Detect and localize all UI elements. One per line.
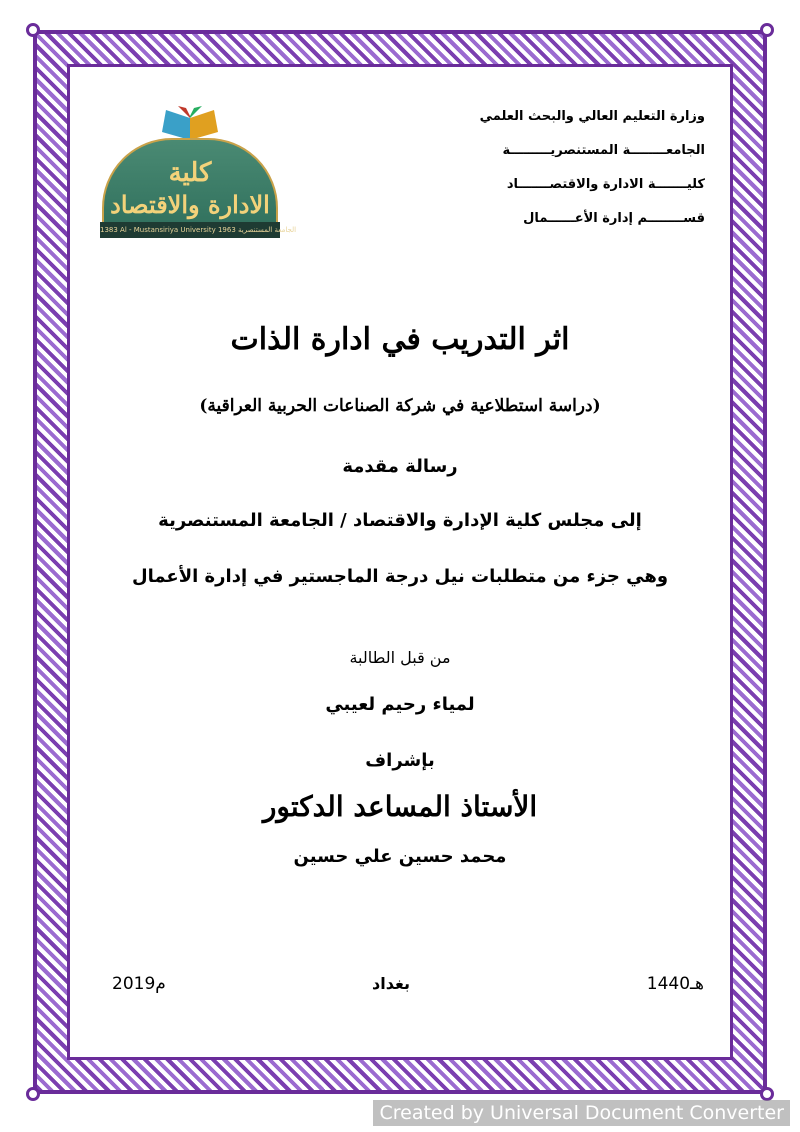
student-label: من قبل الطالبة: [349, 648, 451, 667]
logo-caption-strip: 1383 Al - Mustansiriya University الجامعة المستنصرية 1963: [100, 222, 280, 238]
corner-ornament-icon: [26, 1087, 40, 1101]
supervisor-title: الأستاذ المساعد الدكتور: [262, 790, 538, 823]
ministry-name: وزارة التعليم العالي والبحث العلمي: [479, 109, 705, 124]
open-book-icon: [158, 106, 222, 142]
college-logo: [100, 100, 297, 240]
institution-header: [445, 100, 705, 236]
thesis-subtitle: (دراسة استطلاعية في شركة الصناعات الحربية العراقية): [199, 396, 601, 416]
department-name: قســــــــم إدارة الأعــــــمال: [523, 211, 705, 226]
supervisor-name: محمد حسين علي حسين: [293, 846, 507, 867]
supervision-label: بإشراف: [365, 750, 435, 771]
submission-statement: رسالة مقدمة: [342, 456, 458, 477]
student-name: لمياء رحيم لعيبي: [325, 694, 475, 715]
gregorian-year: 2019م: [112, 974, 166, 994]
logo-text-faculty: الادارة والاقتصاد: [110, 190, 270, 219]
city-name: بغداد: [372, 974, 410, 993]
converter-watermark: Created by Universal Document Converter: [373, 1100, 790, 1126]
university-name: الجامعــــــــة المستنصريـــــــــة: [502, 143, 705, 158]
corner-ornament-icon: [26, 23, 40, 37]
thesis-title: اثر التدريب في ادارة الذات: [230, 322, 570, 357]
college-name: كليـــــــة الادارة والاقتصـــــــاد: [506, 177, 705, 192]
degree-requirement: وهي جزء من متطلبات نيل درجة الماجستير في إدارة الأعمال: [131, 566, 669, 587]
hijri-year: 1440هـ: [646, 974, 704, 994]
corner-ornament-icon: [760, 23, 774, 37]
logo-text-college: كلية: [168, 158, 212, 188]
council-statement: إلى مجلس كلية الإدارة والاقتصاد / الجامعة المستنصرية: [158, 510, 642, 531]
corner-ornament-icon: [760, 1087, 774, 1101]
